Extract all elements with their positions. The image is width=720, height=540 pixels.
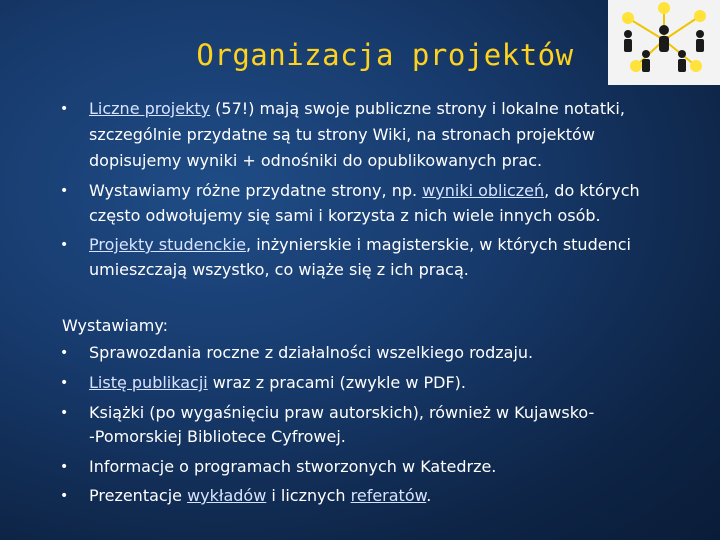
bullet-icon: • <box>60 375 69 391</box>
text-segment: umieszczają wszystko, co wiąże się z ich pracą. <box>89 260 469 279</box>
text-segment: wraz z pracami (zwykle w PDF). <box>207 373 467 392</box>
hyperlink[interactable]: Liczne projekty <box>89 99 211 118</box>
text-segment: Książki (po wygaśnięciu praw autorskich), również w Kujawsko- <box>89 403 595 422</box>
hyperlink[interactable]: wykładów <box>187 486 267 505</box>
bullet-icon: • <box>60 101 69 117</box>
text-line <box>89 455 496 479</box>
text-segment: Informacje o programach stworzonych w Katedrze. <box>89 457 497 476</box>
bullet-icon: • <box>60 183 69 199</box>
bullet-icon: • <box>60 488 69 504</box>
text-line <box>89 233 631 257</box>
section-heading: Wystawiamy: <box>62 316 169 335</box>
text-line <box>89 149 542 173</box>
text-segment: -Pomorskiej Bibliotece Cyfrowej. <box>89 427 346 446</box>
text-segment: i licznych <box>266 486 351 505</box>
text-line <box>89 179 640 203</box>
text-segment: często odwołujemy się sami i korzysta z nich wiele innych osób. <box>89 206 601 225</box>
text-line <box>89 97 625 121</box>
text-segment: Sprawozdania roczne z działalności wszelkiego rodzaju. <box>89 343 534 362</box>
text-segment: Wystawiamy różne przydatne strony, np. <box>89 181 423 200</box>
text-line <box>89 371 466 395</box>
text-line <box>89 425 346 449</box>
bullet-icon: • <box>60 405 69 421</box>
text-segment: (57!) mają swoje publiczne strony i lokalne notatki, <box>210 99 625 118</box>
bullet-icon: • <box>60 459 69 475</box>
text-line <box>89 204 601 228</box>
text-line <box>89 401 594 425</box>
text-segment: szczególnie przydatne są tu strony Wiki, na stronach projektów <box>89 125 595 144</box>
text-segment: dopisujemy wyniki + odnośniki do opublikowanych prac. <box>89 151 543 170</box>
text-line <box>89 123 595 147</box>
text-segment: . <box>426 486 432 505</box>
bullet-icon: • <box>60 345 69 361</box>
text-segment: Prezentacje <box>89 486 188 505</box>
slide-title: Organizacja projektów <box>196 38 574 72</box>
hyperlink[interactable]: Projekty studenckie <box>89 235 247 254</box>
text-segment: , inżynierskie i magisterskie, w których studenci <box>246 235 631 254</box>
bullet-icon: • <box>60 237 69 253</box>
text-line <box>89 341 533 365</box>
hyperlink[interactable]: Listę publikacji <box>89 373 208 392</box>
text-segment: , do których <box>544 181 640 200</box>
text-line <box>89 484 431 508</box>
text-line <box>89 258 469 282</box>
hyperlink[interactable]: referatów <box>350 486 427 505</box>
hyperlink[interactable]: wyniki obliczeń <box>422 181 545 200</box>
